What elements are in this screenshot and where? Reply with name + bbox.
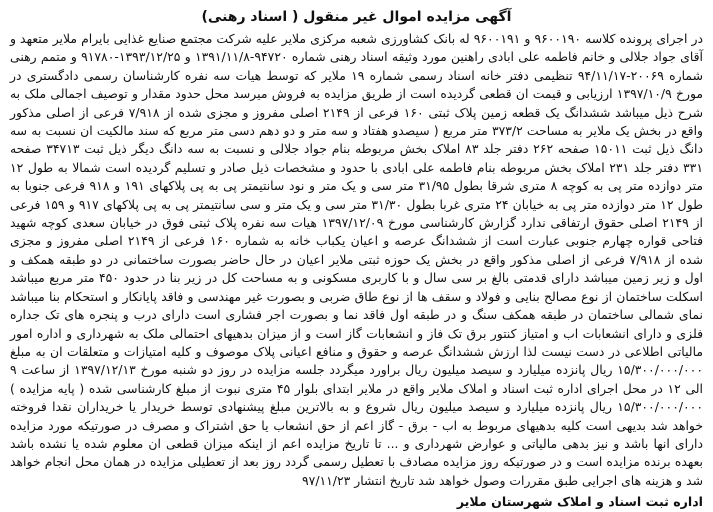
notice-signature: اداره ثبت اسناد و املاک شهرستان ملایر (456, 494, 703, 510)
notice-body: در اجرای پرونده کلاسه ۹۶۰۰۱۹۰ و ۹۶۰۰۱۹۱ له بانک کشاورزی شعبه مرکزی ملایر علیه شرکت مجتمع صنایع غذایی بایرام ملایر متعهد و آقای جواد جلالی و خانم فاطمه علی ابادی راهنین مورد وثیقه اسناد رهنی شماره ۹۴۷۲۰-۱۳۹۱/۱۱/۸ و ۱۳۹۳/۱۲/۲۵-۹۱۷۸۰ و متمم رهنی شماره ۲۰۰۶۹-۹۴/۱۱/۱۷ تنظیمی دفتر خانه اسناد رسمی شماره ۱۹ ملایر که توسط هیات سه نفره کارشناسان رسمی دادگستری در مورخ ۱۳۹۷/۱۰/۹ ارزیابی و قیمت ان قطعی گردیده است از طریق مزایده به فروش میرسد محل حدود مقدار و توصیف اجمالی ملک به شرح ذیل میباشد ششدانگ یک قطعه زمین پلاک ثبتی ۱۶۰ فرعی از ۲۱۴۹ اصلی مفروز و مجزی شده از ۷/۹۱۸ فرعی از اصلی مذکور واقع در بخش یک ملایر به مساحت ۳۷۳/۲ متر مربع ( سیصدو هفتاد و سه متر و دو دهم دسی متر مربع که سند مالکیت ان نسبت به سه دانگ ذیل ثبت ۱۵۰۱۱ صفحه ۲۶۲ دفتر جلد ۸۳ املاک بخش مربوطه بنام جواد جلالی و نسبت به سه دانگ دیگر ذیل ثبت ۳۴۷۱۳ صفحه ۳۳۱ دفتر جلد ۲۳۱ املاک بخش مربوطه بنام فاطمه علی ابادی با حدود و مشخصات ذیل صادر و تسلیم گردیده است شمالا به طول ۱۲ متر دوازده متر پی به کوچه ۸ متری شرقا بطول ۳۱/۹۵ متر سی و یک متر و نود سانتیمتر پی به پی پلاکهای ۱۹۱ و ۹۱۸ فرعی جنوبا به طول ۱۲ متر دوازده متر پی به خیابان ۲۴ متری غربا بطول ۳۱/۳۰ متر سی و یک متر و سی سانتیمتر پی به پی پلاکهای ۹۱۷ و ۱۵۹ فرعی از ۲۱۴۹ اصلی حقوق ارتفاقی ندارد گزارش کارشناسی مورخ ۱۳۹۷/۱۲/۰۹ هیات سه نفره پلاک ثبتی فوق در خیابان سعدی کوچه شهید فتاحی قواره چهارم جنوبی عبارت است از ششدانگ عرصه و اعیان یکباب خانه به شماره ۱۶۰ فرعی از ۲۱۴۹ اصلی مفروز و مجزی شده از ۷/۹۱۸ فرعی از اصلی مذکور واقع در بخش یک حوزه ثبتی ملایر اعیان در حال حاضر بصورت ساختمانی در دو طبقه همکف و اول و زیر زمین میباشد دارای قدمتی بالغ بر سی سال و با کاربری مسکونی و به مساحت کل در زیر بنا در حدود ۴۵۰ متر مربع میباشد اسکلت ساختمان از نوع مصالح بنایی و فولاد و سقف ها از نوع طاق ضربی و بصورت غیر مهندسی و فاقد پایانکار و استحکام بنا میباشد نمای شمالی ساختمان در طبقه همکف سنگ و در طبقه اول فاقد نما و بصورت اجر فشاری است دارای درب و پنجره های تک جداره فلزی و دارای انشعابات اب و امتیاز کنتور برق تک فاز و انشعابات گاز است و از میزان بدهیهای احتمالی ملک به شهرداری و اداره امور مالیاتی اطلاعی در دست نیست لذا ارزش ششدانگ عرصه و حقوق و منافع اعیانی پلاک موصوف و کلیه امتیازات و متعلقات ان به مبلغ ۱۵/۳۰۰/۰۰۰/۰۰۰ ریال پانزده میلیارد و سیصد میلیون ریال براورد میگردد جلسه مزایده در روز دو شنبه مورخ ۱۳۹۷/۱۲/۱۳ از ساعت ۹ الی ۱۲ در محل اجرای اداره ثبت اسناد و املاک ملایر واقع در ملایر ابتدای بلوار ۴۵ متری نبوت از مبلغ کارشناسی شده ( پایه مزایده ) ۱۵/۳۰۰/۰۰۰/۰۰۰ ریال پانزده میلیارد و سیصد میلیون ریال شروع و به بالاترین مبلغ پیشنهادی توسط خریدار یا خریداران نقدا فروخته خواهد شد بدیهی است کلیه بدهیهای مربوط به اب - برق - گاز اعم از حق انشعاب یا حق اشتراک و مصرف در صورتیکه مورد مزایده دارای انها باشد و نیز بدهی مالیاتی و عوارض شهرداری و ... تا تاریخ مزایده اعم از اینکه میزان قطعی ان معلوم شده یا نشده باشد بعهده برنده مزایده است و در صورتیکه روز مزایده مصادف با تعطیل رسمی گردد روز بعد از تعطیلی مزایده در همان محل انجام خواهد شد و هزینه های اجرایی طبق مقررات وصول خواهد شد تاریخ انتشار ۹۷/۱۱/۲۳ (10, 31, 704, 488)
notice-title: آگهی مزایده اموال غیر منقول ( اسناد رهنی) (201, 9, 512, 25)
